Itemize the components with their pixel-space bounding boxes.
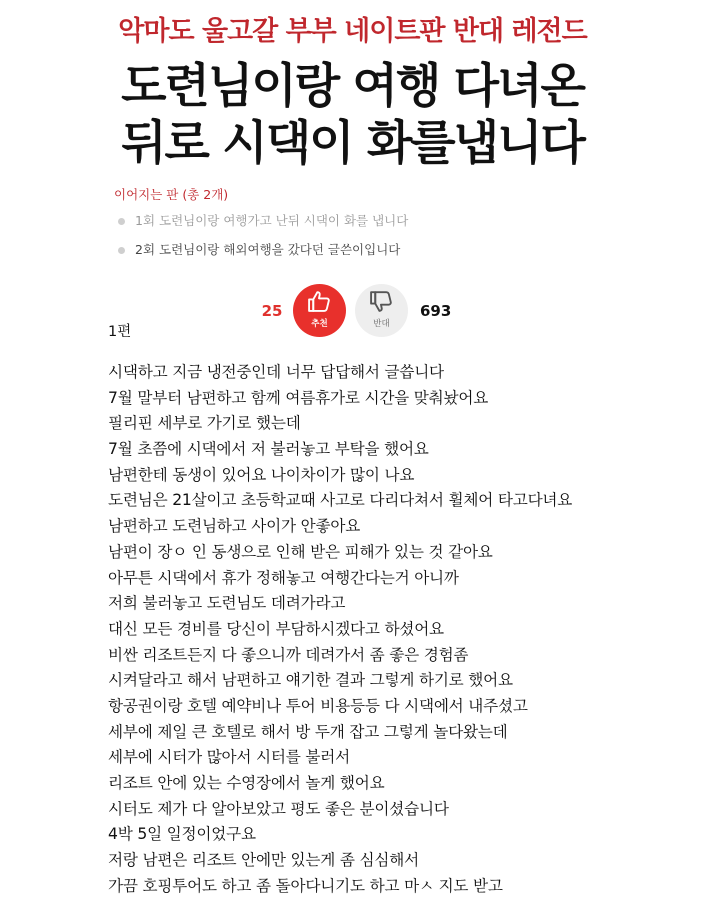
body-line: 시켜달라고 해서 남편하고 얘기한 결과 그렇게 하기로 했어요 xyxy=(108,671,513,690)
body-line: 7월 말부터 남편하고 함께 여름휴가로 시간을 맞춰놨어요 xyxy=(108,388,489,407)
body-line: 남편이 장ㅇ 인 동생으로 인해 받은 피해가 있는 것 같아요 xyxy=(108,542,493,561)
body-line: 시터도 제가 다 알아보았고 평도 좋은 분이셨습니다 xyxy=(108,799,449,818)
body-line: 항공권이랑 호텔 예약비나 투어 비용등등 다 시댁에서 내주셨고 xyxy=(108,696,528,715)
part-label: 1편 xyxy=(108,324,132,340)
post-body xyxy=(108,360,668,899)
post-subtitle: 악마도 울고갈 부부 네이트판 반대 레전드 xyxy=(118,16,587,47)
series-item-label: 2회 도련님이랑 해외여행을 갔다던 글쓴이입니다 xyxy=(135,242,401,257)
series-item[interactable] xyxy=(114,241,594,270)
body-line: 아무튼 시댁에서 휴가 정해놓고 여행간다는거 아니까 xyxy=(108,568,459,587)
body-line: 남편하고 도련님하고 사이가 안좋아요 xyxy=(108,517,361,536)
body-line: 저랑 남편은 리조트 안에만 있는게 좀 심심해서 xyxy=(108,851,419,870)
body-line: 저희 불러놓고 도련님도 데려가라고 xyxy=(108,594,346,613)
downvote-count: 693 xyxy=(420,302,452,320)
post-title-line-2: 뒤로 시댁이 화를냅니다 xyxy=(121,116,584,171)
body-line: 세부에 제일 큰 호텔로 해서 방 두개 잡고 그렇게 놀다왔는데 xyxy=(108,722,508,741)
upvote-label: 추천 xyxy=(311,319,328,329)
upvote-button[interactable] xyxy=(293,284,346,337)
series-list xyxy=(114,212,594,270)
body-line: 도련님은 21살이고 초등학교때 사고로 다리다쳐서 휠체어 타고다녀요 xyxy=(108,491,573,510)
downvote-label: 반대 xyxy=(373,319,390,329)
body-line: 가끔 호핑투어도 하고 좀 돌아다니기도 하고 마ㅅ 지도 받고 xyxy=(108,876,503,895)
bullet-icon xyxy=(118,247,125,254)
vote-bar xyxy=(0,284,705,338)
body-line: 비싼 리조트든지 다 좋으니까 데려가서 좀 좋은 경험좀 xyxy=(108,645,469,664)
body-line: 4박 5일 일정이었구요 xyxy=(108,825,256,844)
bullet-icon xyxy=(118,218,125,225)
downvote-button[interactable] xyxy=(355,284,408,337)
post-title xyxy=(0,58,705,172)
body-line: 시댁하고 지금 냉전중인데 너무 답답해서 글씁니다 xyxy=(108,363,444,381)
series-item-label: 1회 도련님이랑 여행가고 난뒤 시댁이 화를 냅니다 xyxy=(135,213,409,228)
body-line: 대신 모든 경비를 당신이 부담하시겠다고 하셨어요 xyxy=(108,619,444,638)
body-line: 필리핀 세부로 가기로 했는데 xyxy=(108,414,301,433)
body-line: 7월 초쯤에 시댁에서 저 불러놓고 부탁을 했어요 xyxy=(108,440,429,459)
series-heading: 이어지는 판 (총 2개) xyxy=(114,187,229,202)
body-line: 남편한테 동생이 있어요 나이차이가 많이 나요 xyxy=(108,465,415,484)
series-box xyxy=(114,186,594,270)
thumbs-down-icon xyxy=(369,289,394,314)
body-line: 세부에 시터가 많아서 시터를 불러서 xyxy=(108,748,350,767)
post-title-line-1: 도련님이랑 여행 다녀온 xyxy=(121,59,584,114)
thumbs-up-icon xyxy=(307,289,332,314)
body-line: 리조트 안에 있는 수영장에서 놀게 했어요 xyxy=(108,774,385,792)
upvote-count: 25 xyxy=(261,302,283,320)
post-header xyxy=(0,14,705,172)
series-item[interactable] xyxy=(114,212,594,241)
